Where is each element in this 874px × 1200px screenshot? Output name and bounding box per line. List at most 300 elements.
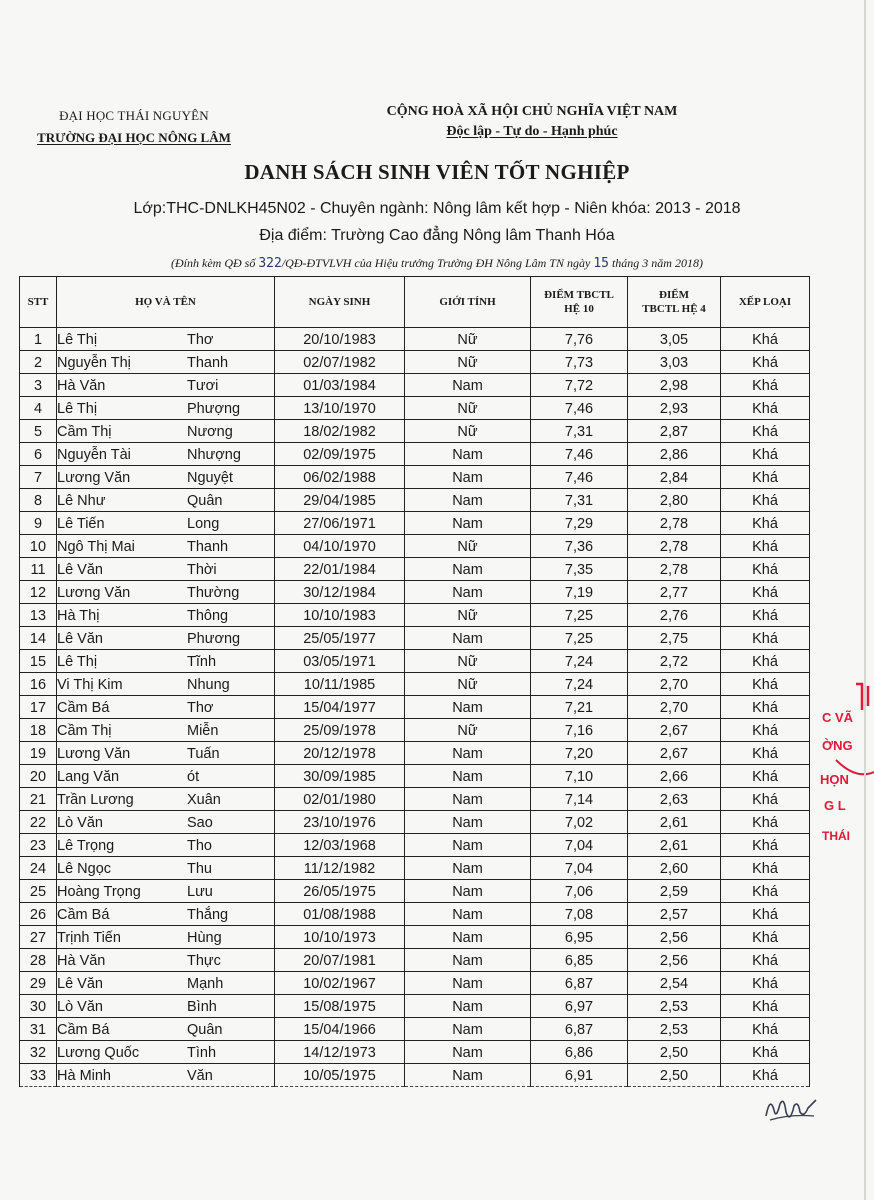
row-stt: 29 [20,972,57,995]
row-gpa4: 2,67 [628,742,721,765]
row-gpa10: 7,06 [531,880,628,903]
row-stt: 21 [20,788,57,811]
row-gpa10: 6,86 [531,1041,628,1064]
row-gpa4: 2,50 [628,1041,721,1064]
row-first-name: Hùng [187,930,222,946]
row-last-name: Cầm Thị [57,424,112,440]
row-first-name: Thực [187,953,221,969]
row-gender: Nam [405,880,531,903]
row-stt: 22 [20,811,57,834]
row-gender: Nam [405,512,531,535]
row-dob: 12/03/1968 [275,834,405,857]
row-gpa4: 3,05 [628,328,721,351]
row-gpa10: 7,24 [531,673,628,696]
note-suffix: tháng 3 năm 2018) [611,256,703,270]
row-gpa4: 2,50 [628,1064,721,1087]
row-full-name [57,351,275,374]
col-header-gpa4 [628,277,721,328]
row-dob: 10/02/1967 [275,972,405,995]
table-row [20,397,810,420]
col-header-stt: STT [20,277,57,328]
row-first-name: Nhượng [187,447,241,463]
row-stt: 9 [20,512,57,535]
col-header-gender: GIỚI TÍNH [405,277,531,328]
row-rank: Khá [721,719,810,742]
row-gender: Nam [405,1018,531,1041]
row-gpa4: 2,56 [628,926,721,949]
row-gpa10: 7,20 [531,742,628,765]
row-dob: 23/10/1976 [275,811,405,834]
row-last-name: Cầm Bá [57,907,110,923]
decision-note [0,256,874,271]
table-body [20,328,810,1087]
row-rank: Khá [721,1041,810,1064]
row-gpa10: 7,04 [531,834,628,857]
row-last-name: Trịnh Tiến [57,930,121,946]
row-rank: Khá [721,581,810,604]
table-row [20,604,810,627]
row-rank: Khá [721,650,810,673]
row-dob: 10/10/1983 [275,604,405,627]
table-row [20,765,810,788]
row-full-name [57,489,275,512]
row-gender: Nam [405,903,531,926]
row-rank: Khá [721,903,810,926]
col-header-rank: XẾP LOẠI [721,277,810,328]
row-gpa10: 7,31 [531,489,628,512]
row-rank: Khá [721,397,810,420]
row-first-name: Tho [187,838,212,854]
row-rank: Khá [721,673,810,696]
row-rank: Khá [721,696,810,719]
row-gender: Nữ [405,604,531,627]
row-first-name: Xuân [187,792,221,808]
row-full-name [57,742,275,765]
row-gpa10: 6,87 [531,1018,628,1041]
row-full-name [57,949,275,972]
table-row [20,489,810,512]
row-last-name: Lương Văn [57,746,131,762]
row-stt: 19 [20,742,57,765]
row-first-name: Mạnh [187,976,224,992]
col-header-dob: NGÀY SINH [275,277,405,328]
table-row [20,788,810,811]
row-stt: 7 [20,466,57,489]
row-dob: 03/05/1971 [275,650,405,673]
row-stt: 26 [20,903,57,926]
row-full-name [57,420,275,443]
row-last-name: Lò Văn [57,815,103,831]
row-last-name: Nguyễn Thị [57,355,131,371]
row-first-name: Quân [187,493,223,509]
row-gpa4: 2,53 [628,995,721,1018]
note-prefix: (Đính kèm QĐ số [171,256,256,270]
row-last-name: Cầm Thị [57,723,112,739]
table-row [20,880,810,903]
row-gpa4: 2,78 [628,535,721,558]
row-rank: Khá [721,1064,810,1087]
row-gender: Nữ [405,673,531,696]
row-stt: 28 [20,949,57,972]
row-first-name: Nguyệt [187,470,233,486]
row-first-name: Tươi [187,378,219,394]
row-rank: Khá [721,857,810,880]
row-gpa10: 6,87 [531,972,628,995]
table-row [20,926,810,949]
row-dob: 20/07/1981 [275,949,405,972]
row-gender: Nữ [405,420,531,443]
row-rank: Khá [721,328,810,351]
row-gpa4: 2,98 [628,374,721,397]
row-dob: 18/02/1982 [275,420,405,443]
row-dob: 10/10/1973 [275,926,405,949]
row-dob: 01/03/1984 [275,374,405,397]
row-gender: Nam [405,765,531,788]
col-header-gpa10 [531,277,628,328]
row-gpa10: 7,14 [531,788,628,811]
row-rank: Khá [721,811,810,834]
row-gpa10: 6,85 [531,949,628,972]
nation-name: CỘNG HOÀ XÃ HỘI CHỦ NGHĨA VIỆT NAM [386,104,678,119]
row-rank: Khá [721,351,810,374]
row-gpa4: 2,78 [628,512,721,535]
row-first-name: Lưu [187,884,213,900]
row-dob: 20/10/1983 [275,328,405,351]
row-stt: 25 [20,880,57,903]
row-gpa4: 2,75 [628,627,721,650]
gpa4-header-line1: ĐIỂM [659,289,689,301]
row-dob: 30/12/1984 [275,581,405,604]
table-row [20,1064,810,1087]
row-dob: 10/05/1975 [275,1064,405,1087]
row-dob: 06/02/1988 [275,466,405,489]
row-gender: Nữ [405,719,531,742]
table-row [20,834,810,857]
row-dob: 26/05/1975 [275,880,405,903]
row-gpa10: 7,08 [531,903,628,926]
svg-text:HỌN: HỌN [820,772,849,787]
university-name: ĐẠI HỌC THÁI NGUYÊN [59,108,209,123]
table-row [20,374,810,397]
row-full-name [57,788,275,811]
row-last-name: Ngô Thị Mai [57,539,135,555]
table-row [20,351,810,374]
row-full-name [57,719,275,742]
gpa10-header-line1: ĐIỂM TBCTL [544,289,614,301]
row-stt: 8 [20,489,57,512]
row-stt: 16 [20,673,57,696]
row-gpa4: 2,60 [628,857,721,880]
row-stt: 30 [20,995,57,1018]
row-gender: Nam [405,696,531,719]
row-stt: 18 [20,719,57,742]
row-full-name [57,535,275,558]
row-gender: Nam [405,811,531,834]
row-gpa10: 7,10 [531,765,628,788]
row-dob: 10/11/1985 [275,673,405,696]
row-full-name [57,650,275,673]
row-gpa4: 2,87 [628,420,721,443]
row-first-name: Thời [187,562,217,578]
row-full-name [57,466,275,489]
row-dob: 25/05/1977 [275,627,405,650]
row-full-name [57,1018,275,1041]
svg-text:ỜNG: ỜNG [822,738,853,753]
row-first-name: Thanh [187,539,229,555]
row-last-name: Lê Thị [57,654,98,670]
row-rank: Khá [721,949,810,972]
table-row [20,558,810,581]
row-stt: 20 [20,765,57,788]
row-first-name: Miễn [187,723,219,739]
svg-text:THÁI: THÁI [822,829,850,843]
row-first-name: Thắng [187,907,229,923]
row-dob: 30/09/1985 [275,765,405,788]
row-stt: 11 [20,558,57,581]
row-gpa10: 7,31 [531,420,628,443]
row-full-name [57,512,275,535]
table-row [20,1041,810,1064]
row-rank: Khá [721,926,810,949]
row-last-name: Lương Văn [57,470,131,486]
row-first-name: Phượng [187,401,241,417]
row-full-name [57,673,275,696]
row-rank: Khá [721,880,810,903]
row-first-name: Sao [187,815,213,831]
decision-day-handwritten: 15 [593,256,609,271]
row-last-name: Lê Trọng [57,838,115,854]
row-last-name: Lê Như [57,493,106,509]
row-full-name [57,558,275,581]
row-gender: Nam [405,443,531,466]
row-rank: Khá [721,512,810,535]
row-gpa10: 7,04 [531,857,628,880]
row-gpa10: 7,29 [531,512,628,535]
row-stt: 10 [20,535,57,558]
row-stt: 14 [20,627,57,650]
row-rank: Khá [721,742,810,765]
row-gender: Nam [405,834,531,857]
row-stt: 5 [20,420,57,443]
row-first-name: Thông [187,608,229,624]
row-first-name: Thơ [187,332,214,348]
gpa4-header-line2: TBCTL HỆ 4 [642,303,706,315]
row-full-name [57,1064,275,1087]
note-middle: /QĐ-ĐTVLVH của Hiệu trưởng Trường ĐH Nông Lâm TN ngày [281,256,591,270]
row-gender: Nữ [405,397,531,420]
row-rank: Khá [721,834,810,857]
row-gender: Nam [405,466,531,489]
svg-text:C VÃ: C VÃ [822,710,854,725]
row-first-name: Thu [187,861,212,877]
row-last-name: Hà Minh [57,1068,111,1084]
row-gpa4: 2,53 [628,1018,721,1041]
row-gender: Nữ [405,650,531,673]
table-row [20,581,810,604]
row-first-name: Thường [187,585,240,601]
row-gender: Nam [405,627,531,650]
table-row [20,650,810,673]
row-last-name: Hà Thị [57,608,100,624]
row-gpa4: 2,63 [628,788,721,811]
row-dob: 04/10/1970 [275,535,405,558]
row-full-name [57,443,275,466]
handwritten-signature [760,1090,820,1126]
row-gpa4: 2,70 [628,696,721,719]
table-row [20,719,810,742]
table-row [20,673,810,696]
row-gpa4: 2,66 [628,765,721,788]
row-dob: 22/01/1984 [275,558,405,581]
row-gpa4: 2,72 [628,650,721,673]
table-row [20,903,810,926]
table-row [20,811,810,834]
row-gpa10: 7,19 [531,581,628,604]
row-gender: Nam [405,489,531,512]
row-gpa4: 2,59 [628,880,721,903]
row-gpa10: 7,36 [531,535,628,558]
row-gpa4: 2,67 [628,719,721,742]
row-stt: 31 [20,1018,57,1041]
row-gpa10: 7,73 [531,351,628,374]
table-row [20,627,810,650]
decision-number-handwritten: 322 [258,256,282,271]
row-full-name [57,834,275,857]
school-name: TRƯỜNG ĐẠI HỌC NÔNG LÂM [37,130,231,145]
row-stt: 13 [20,604,57,627]
row-last-name: Hà Văn [57,953,106,969]
row-dob: 27/06/1971 [275,512,405,535]
row-first-name: Tĩnh [187,654,217,670]
row-dob: 02/01/1980 [275,788,405,811]
row-first-name: Thơ [187,700,214,716]
row-gender: Nam [405,742,531,765]
row-last-name: Nguyễn Tài [57,447,131,463]
row-gpa10: 7,76 [531,328,628,351]
row-gpa10: 7,35 [531,558,628,581]
row-gpa10: 7,72 [531,374,628,397]
row-stt: 23 [20,834,57,857]
row-first-name: Văn [187,1068,213,1084]
row-rank: Khá [721,535,810,558]
row-full-name [57,604,275,627]
row-dob: 25/09/1978 [275,719,405,742]
row-rank: Khá [721,995,810,1018]
row-gpa10: 6,97 [531,995,628,1018]
row-gpa4: 2,61 [628,834,721,857]
row-dob: 01/08/1988 [275,903,405,926]
national-motto: Độc lập - Tự do - Hạnh phúc [446,124,618,139]
row-last-name: Lang Văn [57,769,120,785]
row-dob: 14/12/1973 [275,1041,405,1064]
row-rank: Khá [721,374,810,397]
svg-text:G L: G L [824,798,846,813]
row-stt: 27 [20,926,57,949]
row-last-name: Cầm Bá [57,700,110,716]
row-rank: Khá [721,443,810,466]
gpa10-header-line2: HỆ 10 [564,303,594,315]
row-dob: 15/04/1966 [275,1018,405,1041]
row-rank: Khá [721,627,810,650]
row-full-name [57,627,275,650]
table-row [20,328,810,351]
row-gender: Nam [405,972,531,995]
row-first-name: Phương [187,631,241,647]
row-gender: Nữ [405,535,531,558]
table-row [20,949,810,972]
row-gpa4: 2,61 [628,811,721,834]
row-full-name [57,903,275,926]
row-last-name: Lê Thị [57,401,98,417]
row-gpa10: 6,95 [531,926,628,949]
row-gpa10: 7,25 [531,604,628,627]
table-row [20,995,810,1018]
row-last-name: Vi Thị Kim [57,677,123,693]
row-first-name: Tuấn [187,746,220,762]
row-gender: Nam [405,558,531,581]
row-rank: Khá [721,1018,810,1041]
row-dob: 13/10/1970 [275,397,405,420]
table-row [20,420,810,443]
row-stt: 2 [20,351,57,374]
row-full-name [57,581,275,604]
row-rank: Khá [721,972,810,995]
row-last-name: Lê Thị [57,332,98,348]
row-first-name: ót [187,769,200,785]
row-gender: Nam [405,926,531,949]
table-row [20,696,810,719]
national-header [352,104,712,140]
row-gpa10: 7,24 [531,650,628,673]
row-rank: Khá [721,558,810,581]
row-gpa4: 2,86 [628,443,721,466]
row-gender: Nam [405,995,531,1018]
row-gpa4: 2,56 [628,949,721,972]
row-gender: Nam [405,374,531,397]
graduates-table [19,276,810,1087]
row-last-name: Lê Tiến [57,516,105,532]
row-rank: Khá [721,466,810,489]
row-full-name [57,374,275,397]
row-full-name [57,397,275,420]
row-full-name [57,972,275,995]
row-stt: 12 [20,581,57,604]
row-stt: 33 [20,1064,57,1087]
col-header-name: HỌ VÀ TÊN [57,277,275,328]
row-first-name: Thanh [187,355,229,371]
row-full-name [57,811,275,834]
row-gender: Nữ [405,328,531,351]
table-row [20,972,810,995]
row-gender: Nam [405,581,531,604]
location-line: Địa điểm: Trường Cao đẳng Nông lâm Thanh Hóa [259,227,615,244]
row-gpa4: 2,84 [628,466,721,489]
row-first-name: Nhung [187,677,230,693]
row-gpa4: 2,93 [628,397,721,420]
row-last-name: Trần Lương [57,792,134,808]
row-stt: 15 [20,650,57,673]
row-dob: 15/04/1977 [275,696,405,719]
row-gpa10: 7,46 [531,397,628,420]
row-first-name: Long [187,516,220,532]
row-gender: Nam [405,857,531,880]
row-dob: 02/09/1975 [275,443,405,466]
row-rank: Khá [721,420,810,443]
row-stt: 32 [20,1041,57,1064]
row-dob: 29/04/1985 [275,489,405,512]
row-last-name: Lê Ngọc [57,861,112,877]
row-dob: 15/08/1975 [275,995,405,1018]
